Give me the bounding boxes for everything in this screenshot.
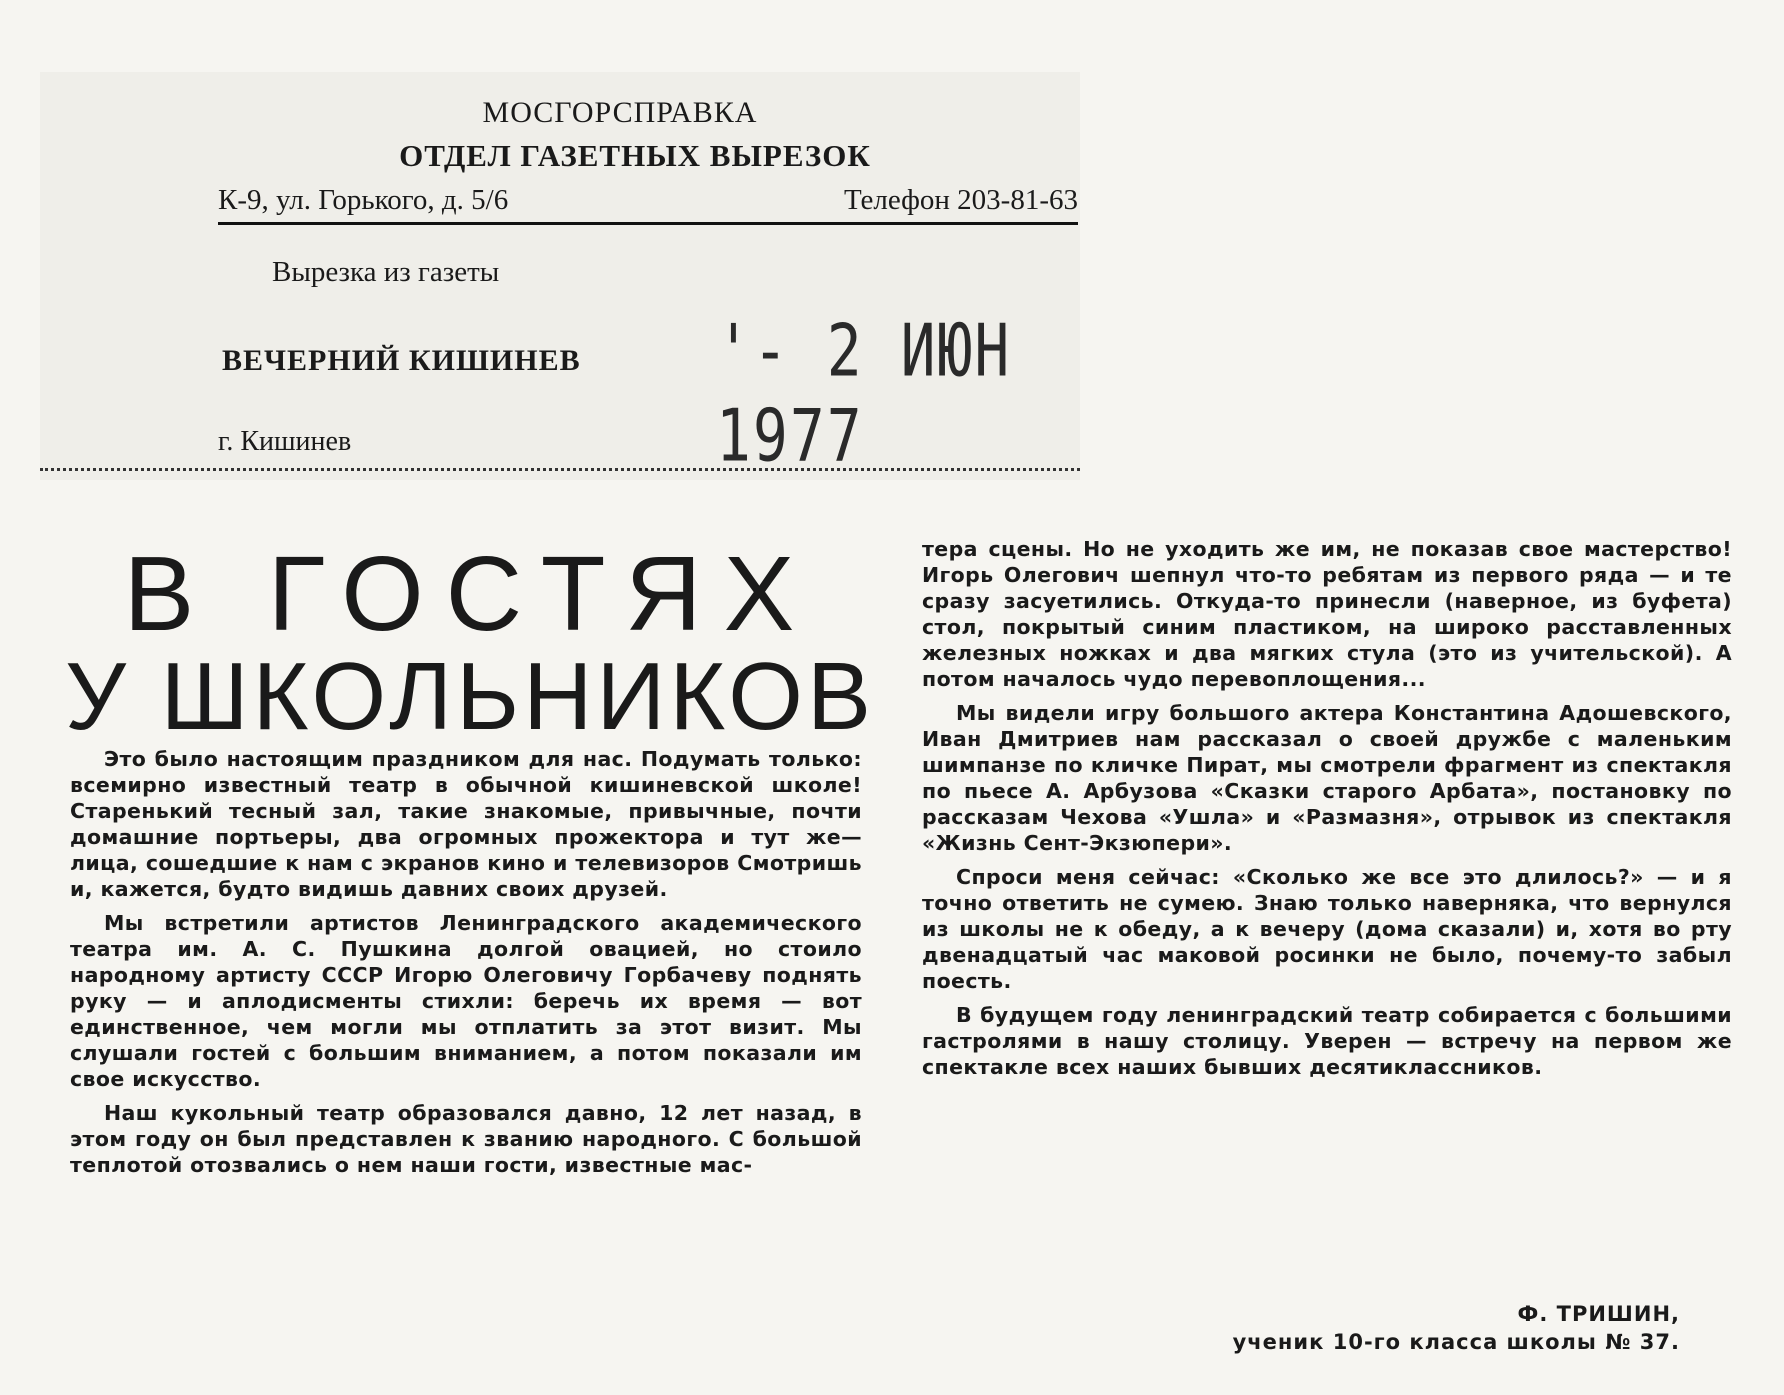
article-column-left <box>70 746 862 1186</box>
agency-name: МОСГОРСПРАВКА <box>482 96 758 129</box>
author-role: ученик 10-го класса школы № 37. <box>1232 1330 1680 1354</box>
paragraph: Это было настоящим праздником для нас. Подумать только: всемирно известный театр в обычной кишиневской школе! Старенький тесный зал, такие знакомые, привычные, почти домашние портьеры, два огромных прожектора и тут же—лица, сошедшие к нам с экранов кино и телевизоров Смотришь и, кажется, будто видишь давних своих друзей. <box>70 747 862 901</box>
clipping-header <box>40 72 1080 480</box>
address: К-9, ул. Горького, д. 5/6 <box>218 184 509 216</box>
paragraph: Наш кукольный театр образовался давно, 12 лет назад, в этом году он был представлен к званию народного. С большой теплотой отозвались о нем наши гости, известные мас- <box>70 1101 862 1177</box>
paragraph: Мы видели игру большого актера Константина Адошевского, Иван Дмитриев нам рассказал о своей дружбе с маленьким шимпанзе по кличке Пират, мы смотрели фрагмент из спектакля по пьесе А. Арбузова «Сказки старого Арбата», постановку по рассказам Чехова «Ушла» и «Размазня», отрывок из спектакля «Жизнь Сент-Экзюпери». <box>922 701 1732 855</box>
paragraph: Спроси меня сейчас: «Сколько же все это длилось?» — и я точно ответить не сумею. Знаю только наверняка, что вернулся из школы не к обеду, а к вечеру (дома сказали) и, хотя во рту двенадцатый час маковой росинки не было, почему-то забыл поесть. <box>922 865 1732 993</box>
newspaper-name: ВЕЧЕРНИЙ КИШИНЕВ <box>222 344 581 377</box>
department-name: ОТДЕЛ ГАЗЕТНЫХ ВЫРЕЗОК <box>399 138 871 173</box>
city: г. Кишинев <box>218 426 352 457</box>
author-signature <box>1100 1300 1680 1356</box>
date-stamp: '- 2 ИЮН 1977 <box>716 308 1012 478</box>
paragraph: В будущем году ленинградский театр собирается с большими гастролями в нашу столицу. Уверен — встречу на первом же спектакле всех наших бывших десятиклассников. <box>922 1003 1732 1079</box>
author-name: Ф. ТРИШИН, <box>1517 1302 1680 1326</box>
paragraph: тера сцены. Но не уходить же им, не показав свое мастерство! Игорь Олегович шепнул что-то ребятам из первого ряда — и те сразу засуетились. Откуда-то принесли (наверное, из буфета) стол, покрытый синим пластиком, на широко расставленных железных ножках и два мягких стула (это из учительской). А потом началось чудо перевоплощения... <box>922 537 1732 691</box>
clipping-label: Вырезка из газеты <box>272 256 500 288</box>
headline-line-2: У ШКОЛЬНИКОВ <box>65 643 875 751</box>
headline-line-1: В ГОСТЯХ <box>123 535 817 653</box>
phone: Телефон 203-81-63 <box>843 184 1078 216</box>
divider <box>40 468 1080 471</box>
article-column-right <box>922 536 1732 1088</box>
paragraph: Мы встретили артистов Ленинградского академического театра им. А. С. Пушкина долгой овацией, но стоило народному артисту СССР Игорю Олеговичу Горбачеву поднять руку — и аплодисменты стихли: беречь их время — вот единственное, чем могли мы отплатить за этот визит. Мы слушали гостей с большим вниманием, а потом показали им свое искусство. <box>70 911 862 1091</box>
address-row <box>218 180 1078 225</box>
article-headline <box>60 535 880 751</box>
